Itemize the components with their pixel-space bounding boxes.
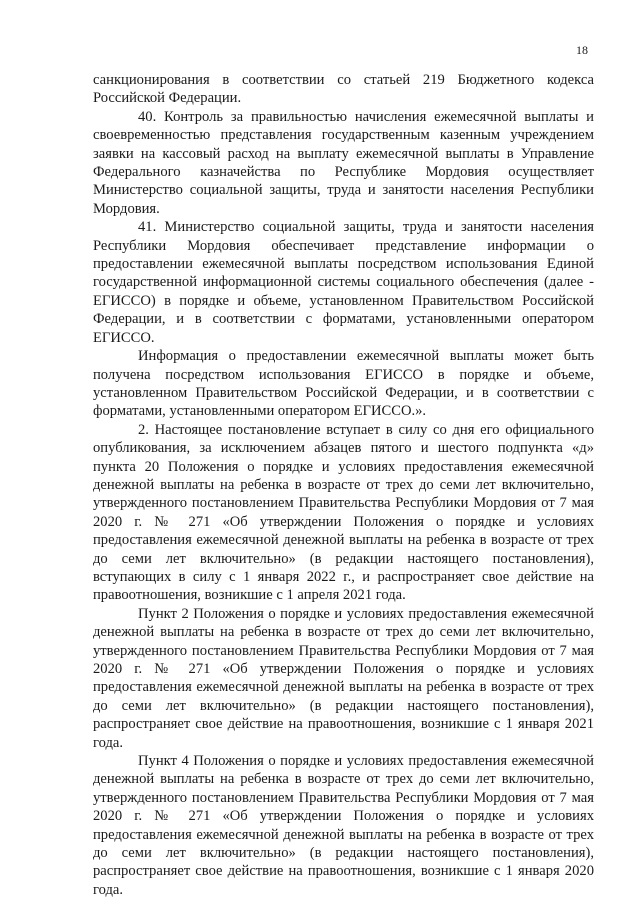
document-body [93,71,594,899]
paragraph-point-2: Пункт 2 Положения о порядке и условиях предоставления ежемесячной денежной выплаты на ребенка в возрасте от трех до семи лет включительно, утвержденного постановлением Правительства Республики Мордовия от 7 мая 2020 г. № 271 «Об утверждении Положения о порядке и условиях предоставления ежемесячной денежной выплаты на ребенка в возрасте от трех до семи лет включительно» (в редакции настоящего постановления), распространяет свое действие на правоотношения, возникшие с 1 января 2021 года. [93,605,594,751]
paragraph-section-2: 2. Настоящее постановление вступает в силу со дня его официального опубликования, за исключением абзацев пятого и шестого подпункта «д» пункта 20 Положения о порядке и условиях предоставления ежемесячной денежной выплаты на ребенка в возрасте от трех до семи лет включительно, утвержденного постановлением Правительства Республики Мордовия от 7 мая 2020 г. № 271 «Об утверждении Положения о порядке и условиях предоставления ежемесячной денежной выплаты на ребенка в возрасте от трех до семи лет включительно» (в редакции настоящего постановления), вступающих в силу с 1 января 2022 г., и распространяет свое действие на правоотношения, возникшие с 1 апреля 2021 года. [93,421,594,604]
paragraph-continuation: санкционирования в соответствии со статьей 219 Бюджетного кодекса Российской Федерации. [93,72,594,107]
paragraph-point-4: Пункт 4 Положения о порядке и условиях предоставления ежемесячной денежной выплаты на ребенка в возрасте от трех до семи лет включительно, утвержденного постановлением Правительства Республики Мордовия от 7 мая 2020 г. № 271 «Об утверждении Положения о порядке и условиях предоставления ежемесячной денежной выплаты на ребенка в возрасте от трех до семи лет включительно» (в редакции настоящего постановления), распространяет свое действие на правоотношения, возникшие с 1 января 2020 года. [93,753,594,898]
paragraph-item-41: 41. Министерство социальной защиты, труда и занятости населения Республики Мордовия обеспечивает представление информации о предоставлении ежемесячной выплаты посредством использования Единой государственной информационной системы социального обеспечения (далее - ЕГИССО) в порядке и объеме, установленном Правительством Российской Федерации, и в соответствии с форматами, установленными оператором ЕГИССО. [93,219,594,346]
paragraph-item-40: 40. Контроль за правильностью начисления ежемесячной выплаты и своевременностью представления государственным казенным учреждением заявки на кассовый расход на выплату ежемесячной выплаты в Управление Федерального казначейства по Республике Мордовия осуществляет Министерство социальной защиты, труда и занятости населения Республики Мордовия. [93,108,594,217]
paragraph-egisso-info: Информация о предоставлении ежемесячной выплаты может быть получена посредством использования ЕГИССО в порядке и объеме, установленном Правительством Российской Федерации, и в соответствии с форматами, установленными оператором ЕГИССО.». [93,348,594,420]
page-number: 18 [576,43,588,57]
